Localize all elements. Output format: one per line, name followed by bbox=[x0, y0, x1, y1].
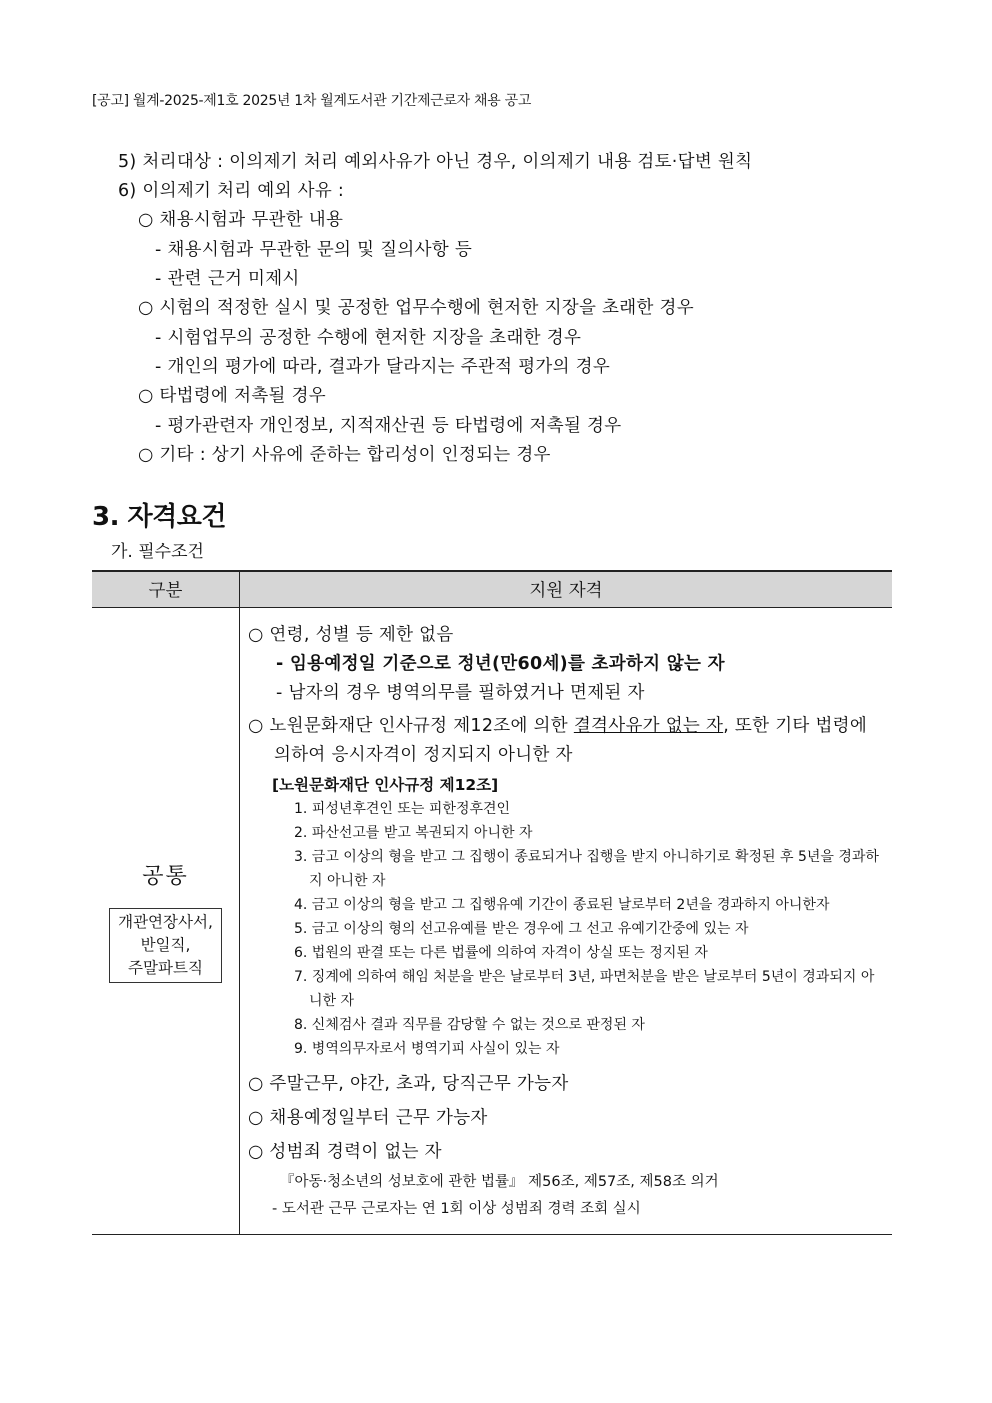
rule-title: [노원문화재단 인사규정 제12조] bbox=[272, 776, 499, 794]
objection-item-5: 5) 처리대상 : 이의제기 처리 예외사유가 아닌 경우, 이의제기 내용 검토·답변 원칙 bbox=[118, 152, 753, 172]
section-title: 3. 자격요건 bbox=[92, 502, 226, 532]
article-item: 2. 파산선고를 받고 복권되지 아니한 자 bbox=[294, 825, 533, 841]
objection-sub-privacy: - 평가관련자 개인정보, 지적재산권 등 타법령에 저촉될 경우 bbox=[155, 416, 622, 436]
article-item: 6. 법원의 판결 또는 다른 법률에 의하여 자격이 상실 또는 정지된 자 bbox=[294, 945, 708, 961]
record-check-note: - 도서관 근무 근로자는 연 1회 이상 성범죄 경력 조회 실시 bbox=[272, 1201, 641, 1217]
objection-bullet-interference: ○ 시험의 적정한 실시 및 공정한 업무수행에 현저한 지장을 초래한 경우 bbox=[138, 298, 694, 318]
subsection-title: 가. 필수조건 bbox=[111, 542, 204, 562]
objection-item-6: 6) 이의제기 처리 예외 사유 : bbox=[118, 181, 345, 201]
article-list bbox=[248, 797, 884, 1061]
objection-sub-no-basis: - 관련 근거 미제시 bbox=[155, 269, 300, 289]
objection-bullet-unrelated: ○ 채용시험과 무관한 내용 bbox=[138, 210, 344, 230]
objection-bullet-other-law: ○ 타법령에 저촉될 경우 bbox=[138, 386, 327, 406]
start-date-bullet: ○ 채용예정일부터 근무 가능자 bbox=[248, 1108, 488, 1128]
category-title: 공통 bbox=[142, 864, 189, 889]
objection-sub-subjective: - 개인의 평가에 따라, 결과가 달라지는 주관적 평가의 경우 bbox=[155, 357, 611, 377]
requirements-table bbox=[92, 570, 892, 1235]
qualification-cell bbox=[240, 608, 893, 1235]
disqualification-underlined: 결격사유가 없는 자 bbox=[573, 716, 724, 736]
age-retirement-note: - 임용예정일 기준으로 정년(만60세)를 초과하지 않는 자 bbox=[276, 654, 725, 674]
article-item: 5. 금고 이상의 형의 선고유예를 받은 경우에 그 선고 유예기간중에 있는 자 bbox=[294, 921, 749, 937]
column-header-qualification: 지원 자격 bbox=[240, 571, 893, 608]
category-box-line: 개관연장사서, bbox=[118, 913, 213, 931]
article-item: 3. 금고 이상의 형을 받고 그 집행이 종료되거나 집행을 받지 아니하기로 확정된 후 5년을 경과하지 아니한 자 bbox=[294, 849, 879, 889]
article-item: 8. 신체검사 결과 직무를 감당할 수 없는 것으로 판정된 자 bbox=[294, 1017, 645, 1033]
disqualification-prefix: ○ 노원문화재단 인사규정 제12조에 의한 bbox=[248, 716, 574, 736]
article-item: 9. 병역의무자로서 병역기피 사실이 있는 자 bbox=[294, 1041, 560, 1057]
age-bullet: ○ 연령, 성별 등 제한 없음 bbox=[248, 625, 454, 645]
objection-sub-unrelated-inquiry: - 채용시험과 무관한 문의 및 질의사항 등 bbox=[155, 240, 473, 260]
category-cell bbox=[92, 608, 240, 1235]
military-note: - 남자의 경우 병역의무를 필하였거나 면제된 자 bbox=[276, 683, 645, 703]
category-box-line: 반일직, bbox=[140, 936, 191, 954]
disqualification-suffix: , 또한 기타 법령에 의하여 응시자격이 정지되지 아니한 자 bbox=[274, 716, 868, 765]
column-header-category: 구분 bbox=[92, 571, 240, 608]
article-item: 4. 금고 이상의 형을 받고 그 집행유예 기간이 종료된 날로부터 2년을 경과하지 아니한자 bbox=[294, 897, 830, 913]
sex-crime-bullet: ○ 성범죄 경력이 없는 자 bbox=[248, 1142, 442, 1162]
category-box-line: 주말파트직 bbox=[128, 959, 203, 977]
disqualification-bullet bbox=[248, 712, 884, 770]
category-box bbox=[109, 908, 222, 983]
weekend-bullet: ○ 주말근무, 야간, 초과, 당직근무 가능자 bbox=[248, 1074, 569, 1094]
article-item: 1. 피성년후견인 또는 피한정후견인 bbox=[294, 801, 511, 817]
objection-bullet-etc: ○ 기타 : 상기 사유에 준하는 합리성이 인정되는 경우 bbox=[138, 445, 551, 465]
law-reference: 『아동·청소년의 성보호에 관한 법률』 제56조, 제57조, 제58조 의거 bbox=[280, 1174, 719, 1190]
document-header: [공고] 월계-2025-제1호 2025년 1차 월계도서관 기간제근로자 채용 공고 bbox=[92, 93, 532, 109]
article-item: 7. 징계에 의하여 해임 처분을 받은 날로부터 3년, 파면처분을 받은 날로부터 5년이 경과되지 아니한 자 bbox=[294, 969, 875, 1009]
objection-sub-fair-conduct: - 시험업무의 공정한 수행에 현저한 지장을 초래한 경우 bbox=[155, 328, 582, 348]
